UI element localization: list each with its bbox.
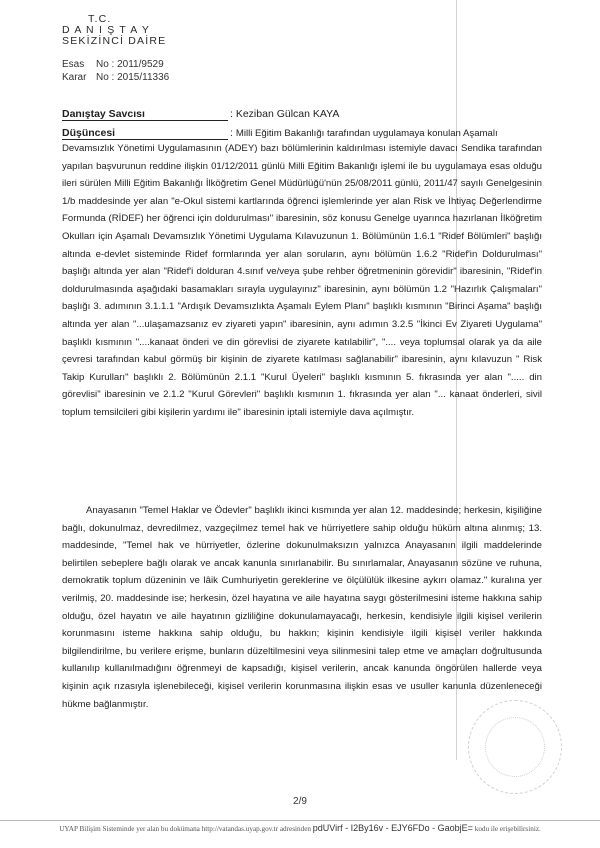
header-chamber: SEKİZİNCİ DAİRE xyxy=(62,35,167,48)
court-seal-stamp xyxy=(468,700,562,794)
karar-label: Karar xyxy=(62,72,87,83)
opinion-body-2 xyxy=(62,502,542,713)
page-number: 2/9 xyxy=(293,796,307,807)
case-numbers xyxy=(62,58,169,84)
footer-access-code: pdUVirf - I2By16v - EJY6FDo - GaobjE= xyxy=(312,823,473,833)
dusunce-first-line: Milli Eğitim Bakanlığı tarafından uygulamaya konulan Aşamalı xyxy=(235,128,498,139)
esas-value: No : 2011/9529 xyxy=(96,59,164,70)
court-header xyxy=(62,14,166,47)
header-tc: T.C. xyxy=(88,13,112,25)
uyap-footer xyxy=(0,820,600,833)
dusunce-line: Düşüncesi : Milli Eğitim Bakanlığı tarafından uygulamaya konulan Aşamalı xyxy=(62,127,498,139)
savci-line: Danıştay Savcısı : Keziban Gülcan KAYA xyxy=(62,108,340,120)
footer-suffix: kodu ile erişebilirsiniz. xyxy=(474,825,541,833)
paragraph-1: Devamsızlık Yönetimi Uygulamasının (ADEY) bazı bölümlerinin kaldırılması istemiyle davacı Sendika tarafından yapılan başvurunun reddine ilişkin 01/12/2011 günlü Milli Eğitim Bakanlığı işlemi ile bu uygulamaya esas olduğu ileri sürülen Milli Eğitim Bakanlığı İlköğretim Genel Müdürlüğü'nün 25/08/2011 günlü, 2011/47 sayılı Genelgesinin 1/b maddesinde yer alan "e-Okul sistemi kartlarında öğrenci işlemlerinde yer alan Risk ve İhtiyaç Değerlendirme Formunda (RİDEF) her öğrenci için doldurulması" ibaresinin, söz konusu Genelge uyarınca hazırlanan İlköğretim Okulları için Aşamalı Devamsızlık Yönetimi Uygulama Kılavuzunun 1. Bölümünün 1.6.1 "Ridef Bölümleri" başlığı altında e-devlet sisteminde Ridef formlarında yer alan soruların, aynı bölümün 1.6.2 "Ridef'in Doldurulması" başlığı altında yer alan "Ridef'i dolduran 4.sınıf ve/veya şube rehber öğretmeninin görevidir" ibaresinin, "Ridef'in doldurulmasında aşağıdaki basamakları sırayla uygulayınız" ibaresinin, aynı bölümün 1.2 "Hazırlık Çalışmaları" başlığı 3. adımının 3.1.1.1 "Ardışık Devamsızlıkta Aşamalı Eylem Planı" başlıklı kısmının "Birinci Aşama" başlığı altında yer alan "...ulaşamazsanız ev ziyareti yapın" ibaresinin, aynı adımın 3.2.5 "İkinci Ev Ziyareti Uygulama" başlıklı kısmının "....kanaat önderi ve din görevlisi de ziyarete katılabilir", ".... veya toplumsal olarak ya da aile çevresi tarafından kabul görmüş bir kişinin de ziyarete katılması sağlanabilir" ibaresinin, aynı kılavuzun " Risk Takip Kurulları" başlıklı 2. Bölümünün 2.1.1 "Kurul Üyeleri" başlıklı kısmının 5. fıkrasında yer alan "..... din görevlisi" ibaresinin ve 2.1.2 "Kurul Görevleri" başlıklı kısmının 1. fıkrasında yer alan "... kanaat önderleri, sivil toplum temsilcileri gibi kişilerin yardımı ile" ibaresinin iptali istemiyle dava açılmıştır. xyxy=(62,143,542,418)
esas-label: Esas xyxy=(62,59,85,70)
paragraph-2: Anayasanın "Temel Haklar ve Ödevler" başlıklı ikinci kısmında yer alan 12. maddesinde; herkesin, kişiliğine bağlı, dokunulmaz, devredilmez, vazgeçilmez temel hak ve hürriyetlere sahip olduğu hüküm altına alınmış; 13. maddesinde, "Temel hak ve hürriyetler, özlerine dokunulmaksızın yalnızca Anayasanın ilgili maddelerinde belirtilen sebeplere bağlı olarak ve ancak kanunla sınırlanabilir. Bu sınırlamalar, Anayasanın sözüne ve ruhuna, demokratik toplum düzeninin ve lâik Cumhuriyetin gereklerine ve ölçülülük ilkesine aykırı olamaz." kuralına yer verilmiş, 20. maddesinde ise; herkesin, özel hayatına ve aile hayatına saygı gösterilmesini isteme hakkına sahip olduğu, özel hayatın ve aile hayatının gizliliğine dokunulamayacağı, herkesin, kendisiyle ilgili kişisel verilerin korunmasını isteme hakkına sahip olduğu, bu hakkın; kişinin kendisiyle ilgili kişisel veriler hakkında bilgilendirilme, bu verilere erişme, bunların düzeltilmesini veya silinmesini talep etme ve amaçları doğrultusunda kullanılıp kullanılmadığını öğrenmeyi de kapsadığı, kişisel verilerin, ancak kanunda öngörülen hallerde veya kişinin açık rızasıyla işlenebileceği, kişisel verilerin korunmasına ilişkin esas ve usuller kanunla düzenleneceği hükme bağlanmıştır. xyxy=(62,505,542,710)
opinion-body xyxy=(62,140,542,422)
header-court-name: D A N I Ş T A Y xyxy=(62,24,151,37)
footer-text: UYAP Bilişim Sisteminde yer alan bu dokümana http://vatandas.uyap.gov.tr adresinden xyxy=(59,825,311,833)
savci-value: Keziban Gülcan KAYA xyxy=(235,108,340,120)
savci-label: Danıştay Savcısı xyxy=(62,109,228,121)
karar-value: No : 2015/11336 xyxy=(96,72,170,83)
dusunce-label: Düşüncesi xyxy=(62,128,228,140)
